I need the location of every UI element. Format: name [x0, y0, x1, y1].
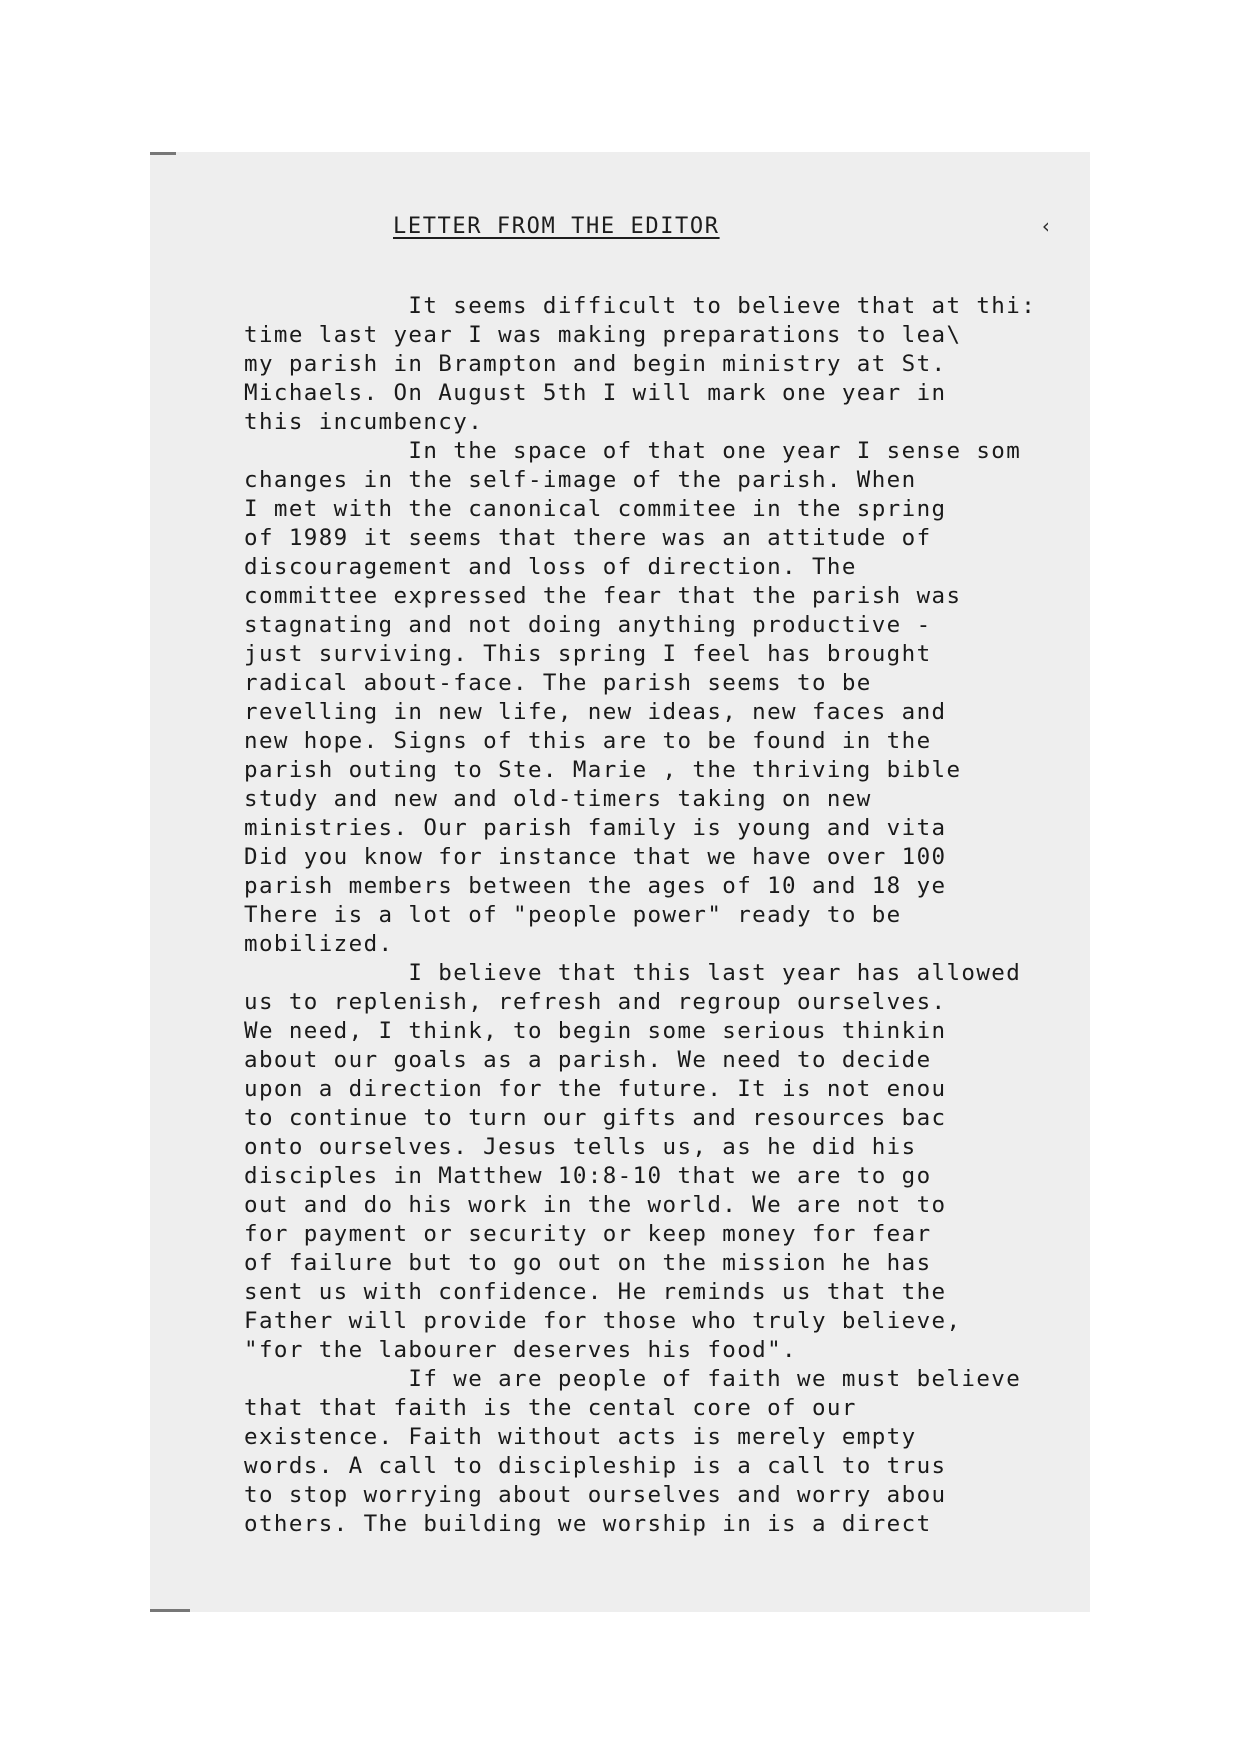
- text-line: If we are people of faith we must believe: [244, 1366, 1022, 1392]
- text-line: radical about-face. The parish seems to be: [244, 670, 872, 696]
- text-line: It seems difficult to believe that at thi:: [244, 293, 1037, 319]
- text-line: to stop worrying about ourselves and worry abou: [244, 1482, 947, 1508]
- text-line: to continue to turn our gifts and resources bac: [244, 1105, 947, 1131]
- text-line: that that faith is the cental core of our: [244, 1395, 857, 1421]
- text-line: Father will provide for those who truly believe,: [244, 1308, 962, 1334]
- text-line: parish members between the ages of 10 and 18 ye: [244, 873, 947, 899]
- text-line: words. A call to discipleship is a call to trus: [244, 1453, 947, 1479]
- text-line: of failure but to go out on the mission he has: [244, 1250, 932, 1276]
- text-line: new hope. Signs of this are to be found in the: [244, 728, 932, 754]
- text-line: Did you know for instance that we have over 100: [244, 844, 947, 870]
- text-line: "for the labourer deserves his food".: [244, 1337, 798, 1363]
- letter-body: [244, 292, 1074, 1539]
- text-line: Michaels. On August 5th I will mark one year in: [244, 380, 947, 406]
- text-line: for payment or security or keep money for fear: [244, 1221, 932, 1247]
- text-line: us to replenish, refresh and regroup ourselves.: [244, 989, 947, 1015]
- text-line: about our goals as a parish. We need to decide: [244, 1047, 932, 1073]
- text-line: ministries. Our parish family is young and vita: [244, 815, 947, 841]
- text-line: changes in the self-image of the parish. When: [244, 467, 917, 493]
- text-line: onto ourselves. Jesus tells us, as he did his: [244, 1134, 917, 1160]
- text-line: I met with the canonical commitee in the spring: [244, 496, 947, 522]
- letter-title: LETTER FROM THE EDITOR: [393, 214, 720, 239]
- text-line: my parish in Brampton and begin ministry at St.: [244, 351, 947, 377]
- text-line: revelling in new life, new ideas, new faces and: [244, 699, 947, 725]
- text-line: mobilized.: [244, 931, 394, 957]
- text-line: out and do his work in the world. We are not to: [244, 1192, 947, 1218]
- text-line: disciples in Matthew 10:8-10 that we are to go: [244, 1163, 932, 1189]
- text-line: committee expressed the fear that the parish was: [244, 583, 962, 609]
- text-line: discouragement and loss of direction. The: [244, 554, 857, 580]
- text-line: others. The building we worship in is a direct: [244, 1511, 932, 1537]
- text-line: of 1989 it seems that there was an attitude of: [244, 525, 932, 551]
- text-line: We need, I think, to begin some serious thinkin: [244, 1018, 947, 1044]
- text-line: just surviving. This spring I feel has brought: [244, 641, 932, 667]
- text-line: There is a lot of "people power" ready to be: [244, 902, 902, 928]
- text-line: upon a direction for the future. It is not enou: [244, 1076, 947, 1102]
- corner-mark: ‹: [1040, 214, 1053, 238]
- text-line: I believe that this last year has allowed: [244, 960, 1022, 986]
- page-edge-mark-bottom: [150, 1609, 190, 1612]
- text-line: this incumbency.: [244, 409, 484, 435]
- text-line: parish outing to Ste. Marie , the thriving bible: [244, 757, 962, 783]
- text-line: sent us with confidence. He reminds us that the: [244, 1279, 947, 1305]
- text-line: stagnating and not doing anything productive -: [244, 612, 932, 638]
- text-line: existence. Faith without acts is merely empty: [244, 1424, 917, 1450]
- text-line: In the space of that one year I sense som: [244, 438, 1022, 464]
- text-line: study and new and old-timers taking on new: [244, 786, 872, 812]
- text-line: time last year I was making preparations to lea\: [244, 322, 962, 348]
- page-edge-mark-top: [150, 152, 176, 155]
